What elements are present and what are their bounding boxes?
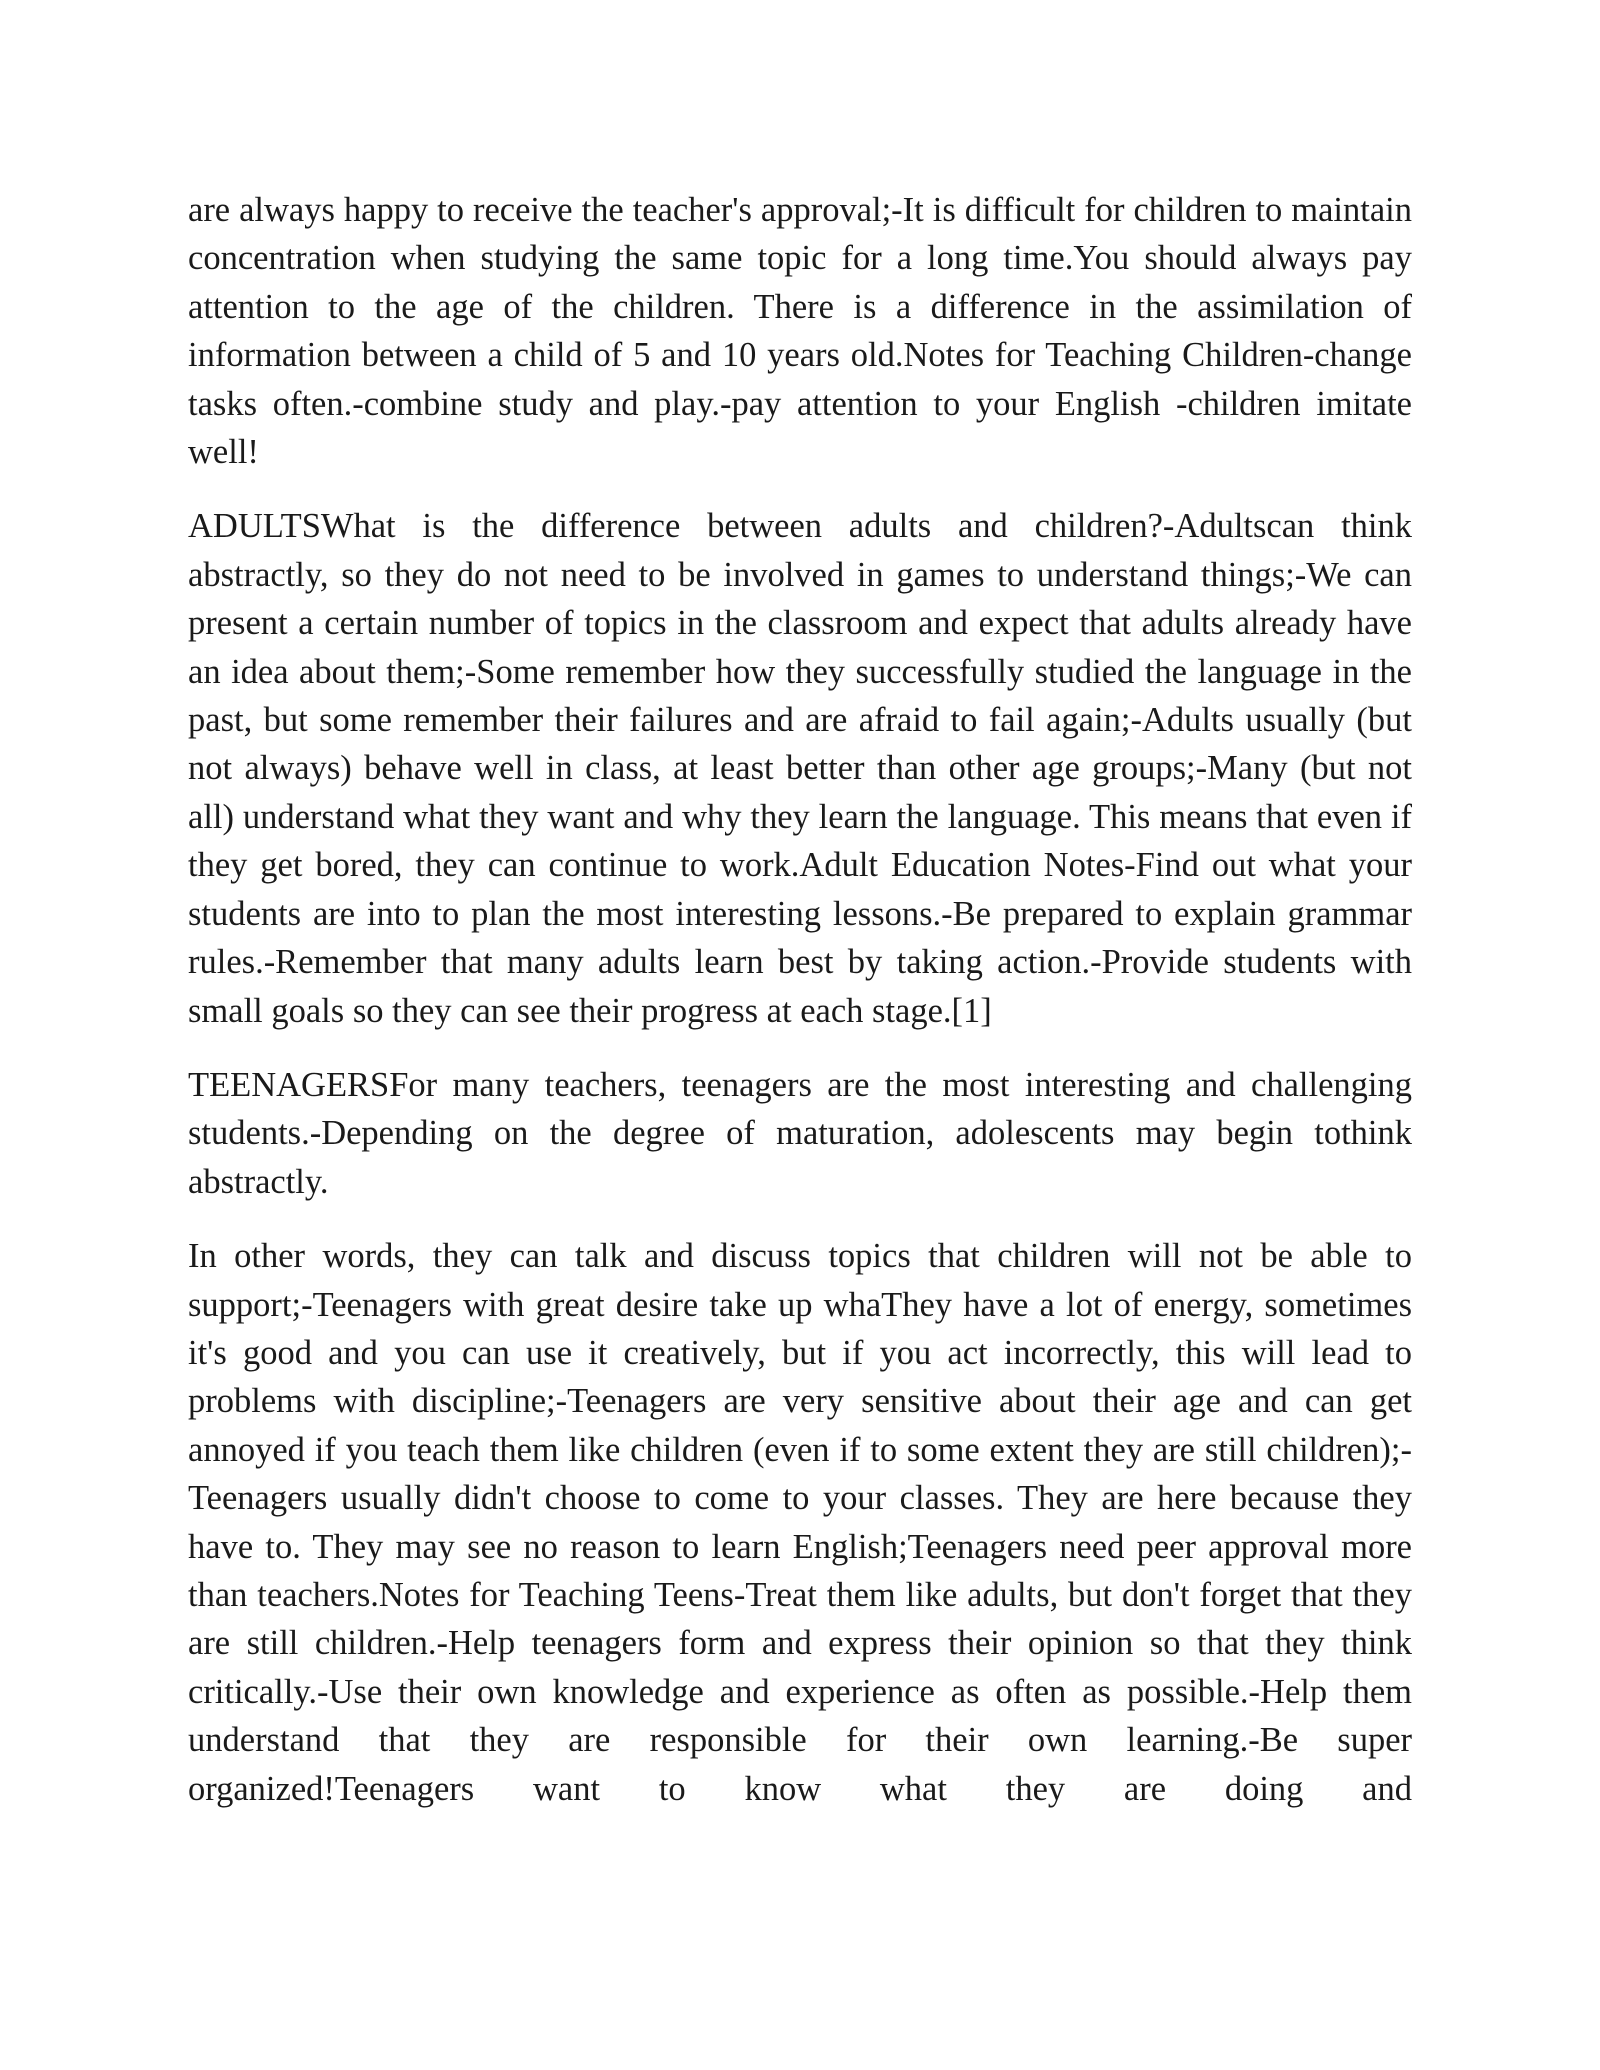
paragraph-adults: ADULTSWhat is the difference between adults and children?-Adultscan think abstractly, so they do not need to be involved in games to understand things;-We can present a certain number of topics in the classroom and expect that adults already have an idea about them;-Some remember how they successfully studied the language in the past, but some remember their failures and are afraid to fail again;-Adults usually (but not always) behave well in class, at least better than other age groups;-Many (but not all) understand what they want and why they learn the language. This means that even if they get bored, they can continue to work.Adult Education Notes-Find out what your students are into to plan the most interesting lessons.-Be prepared to explain grammar rules.-Remember that many adults learn best by taking action.-Provide students with small goals so they can see their progress at each stage.[1] [188,507,1412,1030]
paragraph-children: are always happy to receive the teacher's approval;-It is difficult for children to maintain concentration when studying the same topic for a long time.You should always pay attention to the age of the children. There is a difference in the assimilation of information between a child of 5 and 10 years old.Notes for Teaching Children-change tasks often.-combine study and play.-pay attention to your English -children imitate well! [188,191,1412,472]
paragraph-teenagers-continued: In other words, they can talk and discuss topics that children will not be able to support;-Teenagers with great desire take up whaThey have a lot of energy, sometimes it's good and you can use it creatively, but if you act incorrectly, this will lead to problems with discipline;-Teenagers are very sensitive about their age and can get annoyed if you teach them like children (even if to some extent they are still children);-Teenagers usually didn't choose to come to your classes. They are here because they have to. They may see no reason to learn English;Teenagers need peer approval more than teachers.Notes for Teaching Teens-Treat them like adults, but don't forget that they are still children.-Help teenagers form and express their opinion so that they think critically.-Use their own knowledge and experience as often as possible.-Help them understand that they are responsible for their own learning.-Be super organized!Teenagers want to know what they are doing and [188,1237,1412,1808]
paragraph-teenagers: TEENAGERSFor many teachers, teenagers are the most interesting and challenging students.-Depending on the degree of maturation, adolescents may begin tothink abstractly. [188,1065,1412,1201]
document-page [188,186,1412,1813]
